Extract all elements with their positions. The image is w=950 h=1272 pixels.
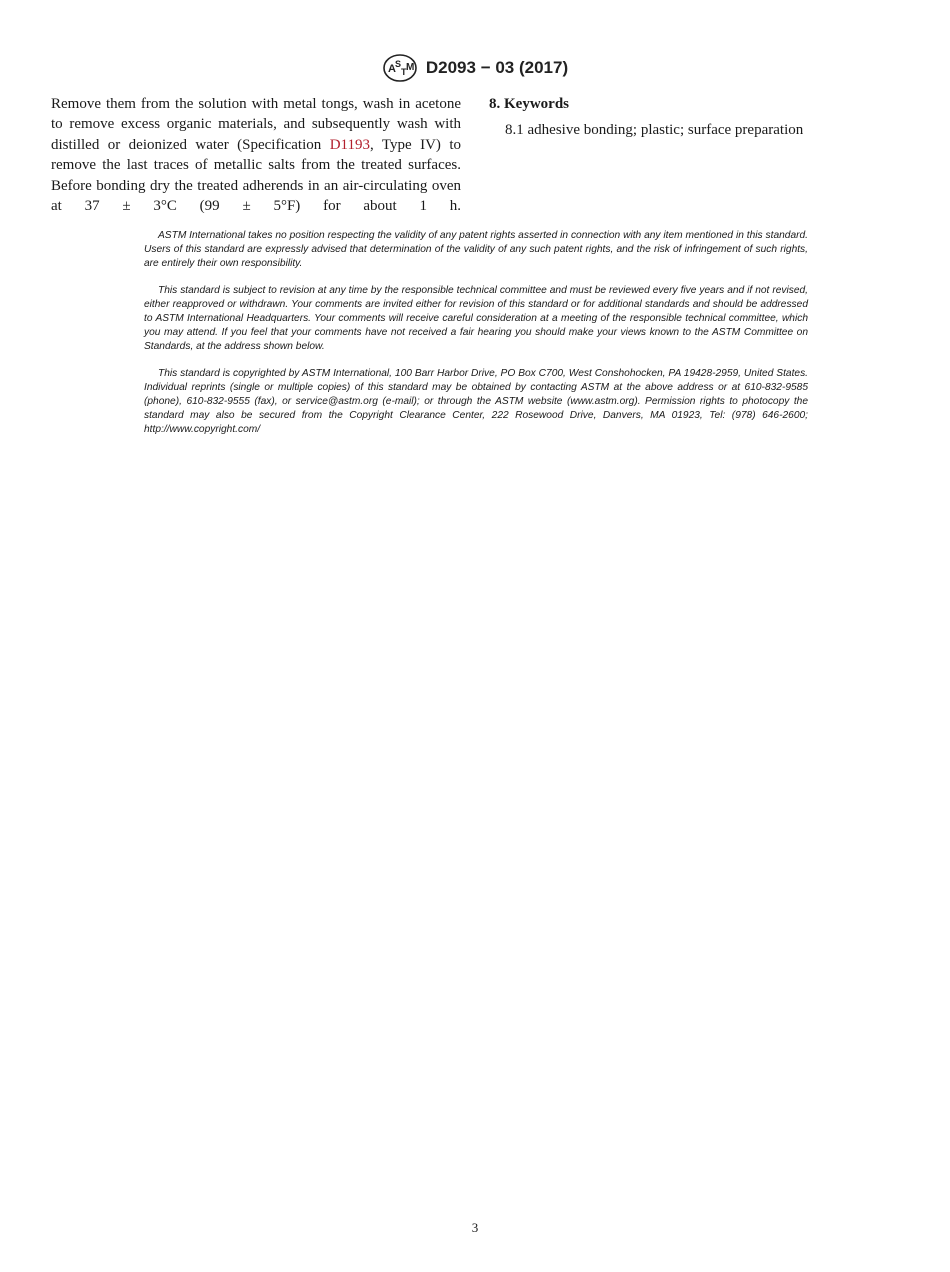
footer-notices xyxy=(144,229,808,450)
section-heading: 8. Keywords xyxy=(489,96,569,112)
paragraph-text-continued: , Type IV) to remove the last traces of metallic salts from the treated surfaces. Before bonding dry the treated adherends in an air-circulating oven at 37 ± 3°C (99 ± 5°F) for about 1 h. xyxy=(51,136,461,215)
keywords-paragraph: 8.1 adhesive bonding; plastic; surface preparation xyxy=(505,122,804,139)
specification-link[interactable]: D1193 xyxy=(329,136,370,153)
page-number: 3 xyxy=(471,1220,479,1235)
svg-text:S: S xyxy=(394,59,401,69)
revision-notice: This standard is subject to revision at any time by the responsible technical committee and must be reviewed every five years and if not revised, either reapproved or withdrawn. Your comments are invited either for revision of this standard or for additional standards and should be addressed to ASTM International Headquarters. Your comments will receive careful consideration at a meeting of the responsible technical committee, which you may attend. If you feel that your comments have not received a fair hearing you should make your views known to the ASTM Committee on Standards, at the address shown below. xyxy=(144,285,808,352)
svg-text:T: T xyxy=(400,67,407,77)
patent-notice: ASTM International takes no position respecting the validity of any patent rights asserted in connection with any item mentioned in this standard. Users of this standard are expressly advised that determination of the validity of any such patent rights, and the risk of infringement of such rights, are entirely their own responsibility. xyxy=(144,230,808,269)
page-header xyxy=(0,53,950,83)
astm-logo-icon xyxy=(382,53,418,83)
paragraph-text: Remove them from the solution with metal tongs, wash in acetone to remove excess organic materials, and subsequently wash with distilled or deionized water (Specification xyxy=(51,96,461,153)
document-designation: D2093 − 03 (2017) xyxy=(425,58,569,77)
svg-text:M: M xyxy=(405,62,415,73)
svg-text:A: A xyxy=(387,63,396,75)
left-column-paragraph xyxy=(51,94,461,216)
copyright-notice: This standard is copyrighted by ASTM International, 100 Barr Harbor Drive, PO Box C700, West Conshohocken, PA 19428-2959, United States. Individual reprints (single or multiple copies) of this standard may be obtained by contacting ASTM at the above address or at 610-832-9585 (phone), 610-832-9555 (fax), or service@astm.org (e-mail); or through the ASTM website (www.astm.org). Permission rights to photocopy the standard may also be secured from the Copyright Clearance Center, 222 Rosewood Drive, Danvers, MA 01923, Tel: (978) 646-2600; http://www.copyright.com/ xyxy=(144,368,808,435)
keywords-section xyxy=(489,94,849,141)
